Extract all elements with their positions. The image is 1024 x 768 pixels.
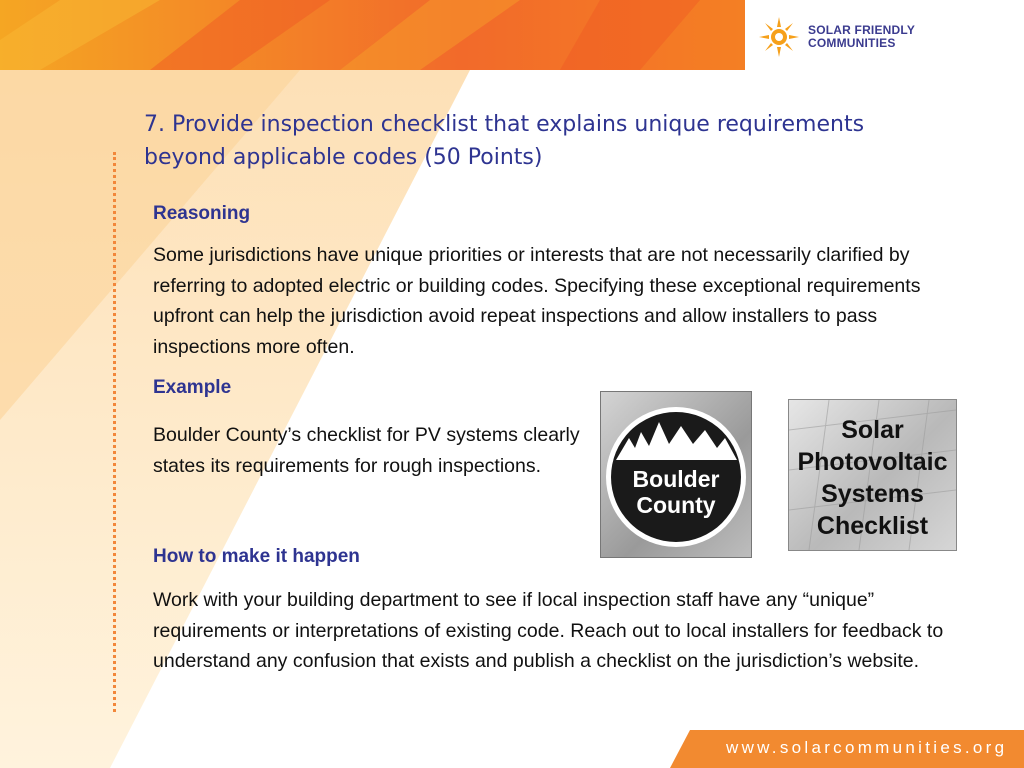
sun-icon bbox=[758, 16, 800, 58]
dotted-divider bbox=[113, 152, 116, 712]
how-heading: How to make it happen bbox=[153, 546, 360, 567]
checklist-image-text bbox=[789, 414, 956, 542]
solar-friendly-logo bbox=[758, 14, 915, 60]
checklist-line-4: Checklist bbox=[816, 512, 929, 540]
boulder-logo-line-1: Boulder bbox=[632, 466, 720, 492]
slide-title: 7. Provide inspection checklist that explains unique requirements beyond applicable codes (50 Points) bbox=[144, 112, 865, 170]
boulder-county-logo-image bbox=[600, 391, 752, 558]
example-body: Boulder County’s checklist for PV systems clearly states its requirements for rough inspections. bbox=[153, 424, 580, 477]
logo-line-2: COMMUNITIES bbox=[808, 36, 896, 50]
reasoning-heading: Reasoning bbox=[153, 203, 251, 224]
logo-line-1: SOLAR FRIENDLY bbox=[808, 23, 916, 37]
footer-url: www.solarcommunities.org bbox=[726, 738, 1008, 757]
checklist-line-1: Solar bbox=[841, 416, 904, 444]
example-heading: Example bbox=[153, 377, 232, 398]
boulder-logo-line-2: County bbox=[636, 492, 716, 518]
checklist-line-2: Photovoltaic bbox=[797, 448, 948, 476]
reasoning-body: Some jurisdictions have unique priorities or interests that are not necessarily clarified by referring to adopted electric or building codes. Specifying these exceptional requirements upfront can help the jurisdiction avoid repeat inspections and allow installers to pass inspections more often. bbox=[153, 244, 921, 358]
logo-wordmark bbox=[808, 24, 915, 50]
checklist-line-3: Systems bbox=[821, 480, 924, 508]
how-body: Work with your building department to see if local inspection staff have any “unique” requirements or interpretations of existing code. Reach out to local installers for feedback to understand any confusion that exists and publish a checklist on the jurisdiction’s website. bbox=[153, 589, 944, 672]
pv-checklist-image bbox=[788, 399, 957, 551]
